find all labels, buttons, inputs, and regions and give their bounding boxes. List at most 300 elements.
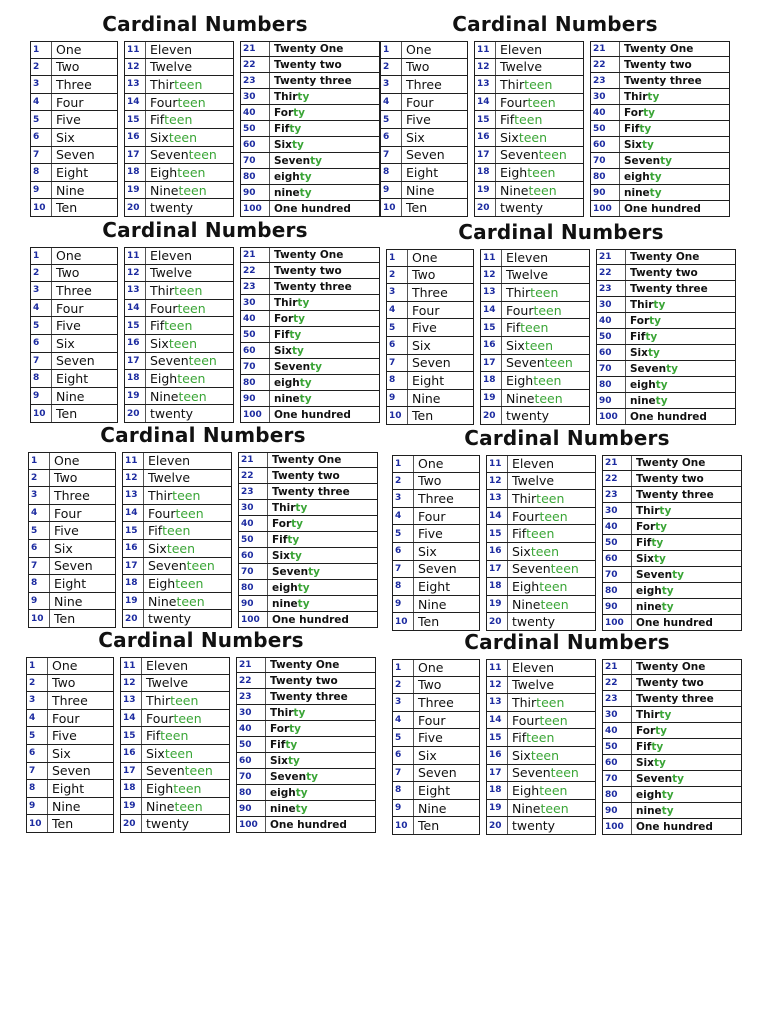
number-row — [240, 169, 380, 185]
word-stem: Two — [56, 265, 80, 281]
number-row — [392, 712, 480, 730]
word-stem: Nine — [56, 182, 85, 198]
word-stem: Twenty three — [636, 692, 714, 705]
word-stem: eigh — [636, 584, 662, 597]
number-row — [386, 390, 474, 408]
numeral: 7 — [30, 147, 52, 164]
number-word — [268, 580, 378, 595]
numeral: 19 — [120, 798, 142, 815]
number-word — [402, 59, 468, 76]
numeral: 19 — [122, 593, 144, 610]
numeral: 60 — [236, 753, 266, 768]
number-row — [122, 593, 232, 611]
numeral: 9 — [386, 390, 408, 407]
word-stem: Eleven — [150, 248, 193, 264]
number-word — [270, 153, 380, 168]
cardinal-numbers-card — [28, 423, 378, 628]
word-suffix: teen — [164, 318, 193, 334]
word-stem: twenty — [150, 200, 194, 216]
number-word — [50, 593, 116, 610]
word-stem: Twenty two — [270, 674, 338, 687]
number-word — [502, 284, 590, 301]
numeral: 12 — [480, 267, 502, 284]
word-stem: One — [54, 453, 80, 469]
numeral: 22 — [240, 57, 270, 72]
word-suffix: teen — [175, 505, 204, 521]
number-row — [602, 819, 742, 835]
numeral: 20 — [122, 610, 144, 627]
numeral: 2 — [392, 677, 414, 694]
numeral: 16 — [122, 540, 144, 557]
number-row — [386, 249, 474, 267]
word-stem: One — [56, 248, 82, 264]
number-word — [146, 405, 234, 422]
number-word — [620, 153, 730, 168]
number-word — [496, 164, 584, 181]
number-row — [124, 317, 234, 335]
number-word — [402, 42, 468, 58]
word-suffix: ty — [659, 708, 672, 721]
numeral: 40 — [240, 105, 270, 120]
number-column-1 — [386, 249, 474, 425]
word-suffix: ty — [297, 296, 310, 309]
word-suffix: teen — [164, 112, 193, 128]
word-stem: Twenty three — [624, 74, 702, 87]
number-word — [626, 281, 736, 296]
word-suffix: ty — [666, 362, 678, 375]
number-row — [124, 335, 234, 353]
cardinal-numbers-card — [392, 630, 742, 835]
number-row — [26, 763, 114, 781]
word-stem: Eigh — [150, 370, 178, 386]
word-stem: Six — [270, 754, 288, 767]
word-stem: Twelve — [148, 470, 191, 486]
numeral: 18 — [474, 164, 496, 181]
word-suffix: teen — [177, 164, 206, 180]
number-word — [52, 282, 118, 299]
numeral: 1 — [28, 453, 50, 469]
number-word — [52, 129, 118, 146]
number-word — [414, 525, 480, 542]
word-stem: Seven — [630, 362, 667, 375]
number-row — [596, 345, 736, 361]
word-stem: Thir — [150, 76, 175, 92]
word-suffix: ty — [295, 501, 308, 514]
number-word — [50, 540, 116, 557]
number-word — [626, 345, 736, 360]
number-row — [28, 505, 116, 523]
number-row — [240, 153, 380, 169]
number-row — [30, 282, 118, 300]
number-word — [508, 508, 596, 525]
number-row — [474, 129, 584, 147]
word-stem: Four — [506, 302, 534, 318]
number-row — [238, 516, 378, 532]
numeral: 18 — [486, 782, 508, 799]
word-stem: Six — [636, 552, 654, 565]
number-row — [602, 755, 742, 771]
numeral: 20 — [486, 817, 508, 834]
number-word — [496, 199, 584, 216]
number-row — [392, 747, 480, 765]
number-word — [48, 692, 114, 709]
number-word — [268, 532, 378, 547]
word-stem: twenty — [150, 406, 194, 422]
number-row — [28, 593, 116, 611]
number-row — [386, 337, 474, 355]
numeral: 17 — [124, 147, 146, 164]
numeral: 70 — [596, 361, 626, 376]
number-row — [240, 201, 380, 217]
number-word — [496, 42, 584, 58]
number-word — [402, 164, 468, 181]
number-row — [120, 780, 230, 798]
number-word — [270, 105, 380, 120]
word-stem: Fif — [272, 533, 288, 546]
word-stem: Three — [54, 487, 90, 503]
number-word — [408, 390, 474, 407]
cardinal-numbers-card — [30, 218, 380, 423]
word-stem: Six — [406, 129, 425, 145]
word-suffix: teen — [536, 490, 565, 506]
number-row — [28, 522, 116, 540]
word-stem: Six — [54, 540, 73, 556]
word-stem: Two — [418, 473, 442, 489]
numeral: 10 — [392, 613, 414, 630]
number-row — [486, 561, 596, 579]
number-column-2 — [486, 455, 596, 631]
number-word — [146, 94, 234, 111]
word-stem: Thir — [274, 90, 298, 103]
number-row — [124, 111, 234, 129]
word-suffix: ty — [293, 312, 306, 325]
numeral: 14 — [122, 505, 144, 522]
number-row — [124, 182, 234, 200]
numeral: 80 — [590, 169, 620, 184]
number-word — [502, 319, 590, 336]
number-row — [480, 267, 590, 285]
number-row — [602, 659, 742, 675]
number-word — [408, 284, 474, 301]
numeral: 19 — [474, 182, 496, 199]
word-stem: Twenty two — [274, 58, 342, 71]
number-word — [632, 739, 742, 754]
number-word — [496, 182, 584, 199]
word-stem: Four — [52, 710, 80, 726]
number-row — [602, 723, 742, 739]
number-row — [240, 359, 380, 375]
number-column-1 — [30, 247, 118, 423]
number-word — [414, 596, 480, 613]
word-stem: Seven — [274, 360, 311, 373]
numeral: 3 — [30, 76, 52, 93]
numeral: 12 — [474, 59, 496, 76]
word-suffix: ty — [289, 122, 302, 135]
number-word — [508, 613, 596, 630]
number-word — [270, 295, 380, 310]
number-row — [486, 817, 596, 835]
number-row — [596, 377, 736, 393]
word-stem: Four — [56, 94, 84, 110]
number-column-3 — [602, 455, 742, 631]
numeral: 18 — [486, 578, 508, 595]
word-stem: Fif — [146, 728, 161, 744]
numeral: 100 — [602, 819, 632, 834]
number-word — [270, 391, 380, 406]
word-stem: Twenty three — [270, 690, 348, 703]
word-suffix: teen — [174, 282, 203, 298]
number-row — [392, 694, 480, 712]
numeral: 12 — [486, 473, 508, 490]
word-stem: Six — [52, 745, 71, 761]
numeral: 50 — [240, 121, 270, 136]
number-word — [52, 388, 118, 405]
number-word — [270, 201, 380, 216]
number-word — [270, 359, 380, 374]
word-stem: One — [418, 660, 444, 676]
number-word — [50, 610, 116, 627]
numeral: 22 — [236, 673, 266, 688]
number-word — [502, 267, 590, 284]
number-row — [474, 182, 584, 200]
numeral: 12 — [120, 675, 142, 692]
word-suffix: ty — [291, 138, 304, 151]
word-stem: Four — [418, 712, 446, 728]
numeral: 70 — [236, 769, 266, 784]
word-stem: Seven — [624, 154, 661, 167]
numeral: 5 — [392, 729, 414, 746]
word-stem: Six — [630, 346, 648, 359]
number-row — [386, 267, 474, 285]
numeral: 90 — [602, 599, 632, 614]
word-stem: Six — [56, 335, 75, 351]
word-stem: Four — [412, 302, 440, 318]
number-word — [620, 89, 730, 104]
word-stem: Nine — [412, 390, 441, 406]
number-row — [28, 575, 116, 593]
word-suffix: ty — [639, 122, 652, 135]
word-stem: Thir — [506, 284, 531, 300]
number-row — [30, 405, 118, 423]
number-row — [30, 129, 118, 147]
word-suffix: teen — [514, 112, 543, 128]
numeral: 60 — [602, 755, 632, 770]
number-word — [496, 59, 584, 76]
word-stem: Twelve — [500, 59, 543, 75]
number-row — [486, 712, 596, 730]
numeral: 22 — [602, 675, 632, 690]
numeral: 22 — [240, 263, 270, 278]
numeral: 13 — [486, 490, 508, 507]
word-stem: Six — [148, 540, 167, 556]
numeral: 15 — [122, 522, 144, 539]
word-suffix: teen — [170, 692, 199, 708]
number-word — [52, 199, 118, 216]
word-stem: Seven — [412, 355, 451, 371]
word-stem: Three — [52, 692, 88, 708]
number-row — [392, 765, 480, 783]
word-stem: Eleven — [150, 42, 193, 58]
numeral: 16 — [474, 129, 496, 146]
numeral: 4 — [392, 712, 414, 729]
number-word — [626, 329, 736, 344]
word-stem: Seven — [150, 147, 189, 163]
numeral: 4 — [30, 94, 52, 111]
number-word — [414, 613, 480, 630]
word-stem: Thir — [270, 706, 294, 719]
word-stem: Twelve — [512, 677, 555, 693]
numeral: 12 — [124, 59, 146, 76]
number-word — [52, 248, 118, 264]
number-row — [236, 721, 376, 737]
number-row — [124, 405, 234, 423]
word-stem: Two — [56, 59, 80, 75]
numeral: 40 — [590, 105, 620, 120]
number-word — [50, 505, 116, 522]
numeral: 21 — [236, 658, 266, 672]
number-row — [120, 727, 230, 745]
number-row — [240, 375, 380, 391]
number-row — [240, 279, 380, 295]
word-stem: eigh — [274, 376, 300, 389]
number-row — [30, 388, 118, 406]
number-row — [236, 689, 376, 705]
word-stem: Eigh — [500, 164, 528, 180]
word-suffix: ty — [653, 298, 666, 311]
numeral: 22 — [238, 468, 268, 483]
number-word — [142, 745, 230, 762]
word-stem: twenty — [148, 611, 192, 627]
numeral: 100 — [238, 612, 268, 627]
numeral: 80 — [596, 377, 626, 392]
number-word — [414, 561, 480, 578]
numeral: 100 — [602, 615, 632, 630]
word-stem: Twenty One — [272, 454, 342, 466]
number-word — [632, 471, 742, 486]
number-word — [414, 782, 480, 799]
number-word — [48, 675, 114, 692]
numeral: 14 — [486, 712, 508, 729]
number-word — [268, 548, 378, 563]
number-word — [502, 337, 590, 354]
word-stem: Three — [412, 284, 448, 300]
word-stem: Five — [406, 112, 431, 128]
number-word — [502, 355, 590, 372]
numeral: 5 — [386, 319, 408, 336]
word-stem: Eigh — [148, 575, 176, 591]
number-row — [240, 295, 380, 311]
word-suffix: teen — [530, 543, 560, 559]
number-word — [50, 487, 116, 504]
number-row — [240, 41, 380, 57]
number-word — [48, 815, 114, 832]
numeral: 40 — [596, 313, 626, 328]
number-word — [632, 503, 742, 518]
number-word — [632, 519, 742, 534]
number-column-1 — [26, 657, 114, 833]
numeral: 23 — [602, 487, 632, 502]
word-stem: Four — [406, 94, 434, 110]
word-stem: Ten — [406, 200, 428, 216]
number-row — [30, 147, 118, 165]
numeral: 18 — [122, 575, 144, 592]
number-word — [508, 782, 596, 799]
word-suffix: ty — [661, 804, 674, 817]
number-word — [146, 129, 234, 146]
numeral: 4 — [28, 505, 50, 522]
number-row — [392, 543, 480, 561]
number-word — [502, 407, 590, 424]
word-stem: Two — [52, 675, 76, 691]
numeral: 16 — [486, 747, 508, 764]
word-stem: Seven — [636, 772, 673, 785]
number-row — [240, 57, 380, 73]
number-word — [48, 727, 114, 744]
word-stem: Twenty two — [624, 58, 692, 71]
word-suffix: teen — [184, 763, 213, 779]
numeral: 8 — [30, 370, 52, 387]
number-row — [240, 311, 380, 327]
number-word — [402, 111, 468, 128]
numeral: 3 — [386, 284, 408, 301]
numeral: 8 — [30, 164, 52, 181]
word-suffix: ty — [310, 360, 322, 373]
number-word — [626, 377, 736, 392]
word-stem: Eleven — [512, 660, 555, 676]
word-stem: Fif — [274, 328, 290, 341]
number-word — [632, 755, 742, 770]
word-suffix: teen — [539, 508, 568, 524]
card-title: Cardinal Numbers — [452, 12, 658, 36]
number-row — [26, 780, 114, 798]
numeral: 13 — [122, 487, 144, 504]
number-row — [486, 765, 596, 783]
word-suffix: ty — [293, 106, 306, 119]
numeral: 9 — [26, 798, 48, 815]
number-word — [48, 763, 114, 780]
number-row — [602, 615, 742, 631]
word-stem: Twelve — [506, 267, 549, 283]
word-stem: Seven — [512, 561, 551, 577]
number-word — [632, 723, 742, 738]
word-stem: Twenty One — [636, 457, 706, 469]
number-word — [266, 658, 376, 672]
numeral: 20 — [120, 815, 142, 832]
numeral: 12 — [486, 677, 508, 694]
word-suffix: ty — [672, 772, 684, 785]
word-stem: Fif — [270, 738, 286, 751]
numeral: 23 — [238, 484, 268, 499]
word-stem: One hundred — [624, 202, 701, 215]
number-row — [386, 284, 474, 302]
word-stem: eigh — [272, 581, 298, 594]
word-suffix: teen — [526, 730, 555, 746]
word-stem: twenty — [512, 818, 556, 834]
word-stem: Fif — [150, 112, 165, 128]
number-word — [52, 76, 118, 93]
number-row — [596, 409, 736, 425]
word-stem: Five — [56, 112, 81, 128]
word-suffix: ty — [297, 90, 310, 103]
number-word — [408, 267, 474, 284]
numeral: 21 — [240, 248, 270, 262]
numeral: 10 — [380, 199, 402, 216]
numeral: 2 — [30, 59, 52, 76]
number-word — [266, 721, 376, 736]
number-row — [238, 580, 378, 596]
numeral: 16 — [480, 337, 502, 354]
number-row — [486, 508, 596, 526]
